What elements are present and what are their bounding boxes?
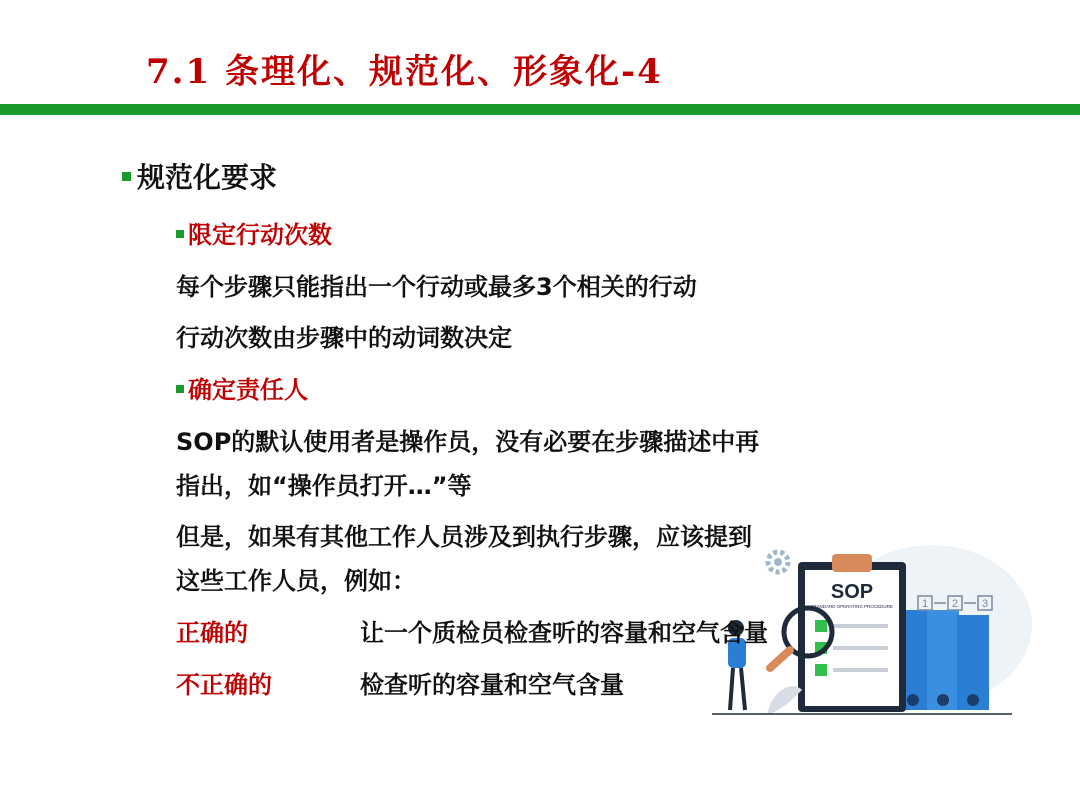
example-label: 不正确的 bbox=[176, 671, 272, 699]
body-line: 这些工作人员，例如： bbox=[176, 567, 416, 595]
example-correct bbox=[176, 613, 768, 648]
body-line: 指出，如“操作员打开…”等 bbox=[176, 472, 472, 500]
square-bullet-icon bbox=[176, 385, 184, 393]
section-heading-2 bbox=[176, 370, 308, 405]
slide-title: 7.1 条理化、规范化、形象化-4 bbox=[146, 52, 663, 92]
main-heading bbox=[122, 156, 277, 196]
example-text: 让一个质检员检查听的容量和空气含量 bbox=[360, 619, 768, 647]
section-heading-1-text: 限定行动次数 bbox=[188, 221, 332, 249]
binder-icon bbox=[897, 610, 989, 710]
body-line: 每个步骤只能指出一个行动或最多3个相关的行动 bbox=[176, 273, 697, 301]
gear-icon bbox=[768, 552, 788, 572]
example-text: 检查听的容量和空气含量 bbox=[360, 671, 624, 699]
square-bullet-icon bbox=[122, 172, 131, 181]
sop-subtitle: STANDARD OPERATING PROCEDURE bbox=[811, 604, 893, 609]
main-heading-text: 规范化要求 bbox=[137, 161, 278, 194]
leaf-icon bbox=[767, 686, 802, 715]
example-label: 正确的 bbox=[176, 619, 248, 647]
square-bullet-icon bbox=[176, 230, 184, 238]
body-line: SOP的默认使用者是操作员，没有必要在步骤描述中再 bbox=[176, 428, 760, 456]
section-heading-2-text: 确定责任人 bbox=[188, 376, 308, 404]
body-line: 但是，如果有其他工作人员涉及到执行步骤，应该提到 bbox=[176, 523, 752, 551]
title-divider bbox=[0, 104, 1080, 115]
section-heading-1 bbox=[176, 215, 332, 250]
step-label: 3 bbox=[981, 598, 989, 610]
clipboard-icon bbox=[798, 554, 906, 712]
step-label: 2 bbox=[951, 598, 959, 610]
sop-title: SOP bbox=[830, 581, 874, 603]
body-line: 行动次数由步骤中的动词数决定 bbox=[176, 324, 512, 352]
example-incorrect bbox=[176, 665, 624, 700]
step-label: 1 bbox=[921, 598, 929, 610]
